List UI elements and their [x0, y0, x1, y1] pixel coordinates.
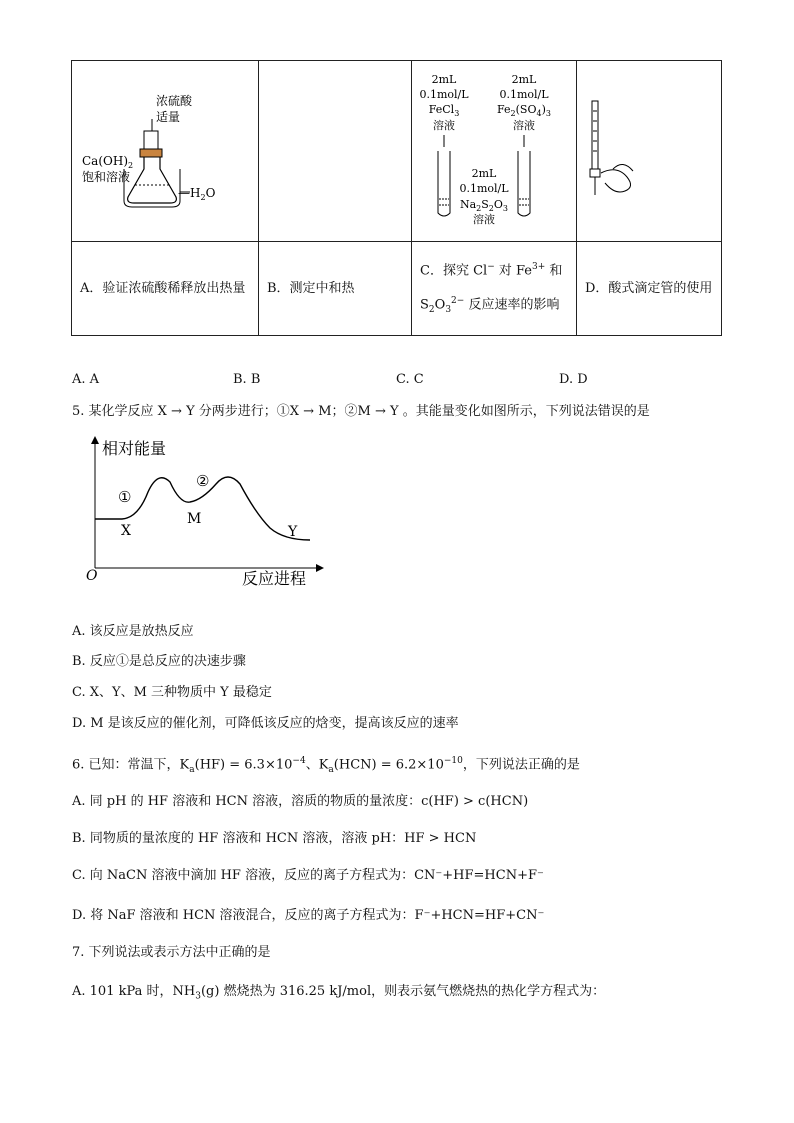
c-left-liquid: [439, 199, 449, 205]
acid-label-1: 浓硫酸: [156, 94, 193, 108]
q4-table: [71, 60, 722, 336]
origin-label: O: [86, 568, 98, 584]
tubes-figure: [412, 61, 576, 237]
y-label: Y: [288, 524, 298, 540]
q6-stem: 6. 已知：常温下，$K_a(HF) = 6.3\times 10^{-4}$、$K_a(HCN) = 6.2\times 10^{-10}$，下列说法正确的是: [72, 756, 580, 775]
c-left-tube: [438, 151, 450, 216]
c-left-1: 2mL: [431, 73, 457, 86]
caoh-label: $Ca(OH)_2$: [82, 154, 134, 170]
cell-b-figure: [259, 61, 412, 242]
x-label: X: [121, 523, 131, 539]
flask: [128, 157, 177, 203]
q5-option-c: C. X、Y、M 三种物质中 Y 最稳定: [72, 685, 272, 700]
cell-a-caption: A．验证浓硫酸稀释放出热量: [72, 242, 259, 336]
c-left-2: 0.1mol/L: [419, 88, 469, 101]
c-mid-4: 溶液: [473, 213, 495, 226]
cell-d-figure: [577, 61, 722, 242]
q6-option-c: C. 向 NaCN 溶液中滴加 HF 溶液，反应的离子方程式为：CN⁻+HF=HCN+F⁻: [72, 868, 544, 883]
q6-option-b: B. 同物质的量浓度的 HF 溶液和 HCN 溶液，溶液 pH：HF > HCN: [72, 831, 477, 846]
q5-option-b: B. 反应①是总反应的决速步骤: [72, 654, 246, 669]
cell-c-figure: [412, 61, 577, 242]
c-mid-1: 2mL: [471, 167, 497, 180]
c-right-liquid: [519, 199, 529, 205]
q5-stem: 5. 某化学反应 X → Y 分两步进行；①X → M；②M → Y 。其能量变化如图所示，下列说法错误的是: [72, 404, 650, 419]
burette-figure: [577, 61, 721, 237]
y-axis-label: 相对能量: [102, 439, 167, 458]
hand: [601, 170, 631, 192]
c-right-1: 2mL: [511, 73, 537, 86]
c-right-3: $Fe_2(SO_4)_3$: [497, 103, 551, 118]
cell-d-caption: D．酸式滴定管的使用: [577, 242, 722, 336]
c-right-tube: [518, 151, 530, 216]
stopper: [140, 149, 162, 157]
c-right-2: 0.1mol/L: [499, 88, 549, 101]
c-left-4: 溶液: [433, 119, 455, 132]
q7-option-a: A. 101 kPa 时，$NH_3(g)$ 燃烧热为 316.25 kJ/mol，则表示氨气燃烧热的热化学方程式为：: [72, 984, 606, 1002]
flask-figure: [72, 61, 258, 237]
q7-stem: 7. 下列说法或表示方法中正确的是: [72, 945, 271, 960]
cell-c-caption: C．探究 Cl− 对 $Fe^{3+}$ 和 $S_2O_3^{2-}$ 反应速率的影响: [412, 242, 577, 336]
c-left-3: FeCl$_3$: [428, 103, 460, 118]
q4-option-b: B. B: [233, 372, 261, 387]
step1-label: ①: [118, 488, 132, 506]
q4-option-d: D. D: [559, 372, 588, 387]
m-label: M: [187, 511, 202, 527]
step2-label: ②: [196, 472, 210, 490]
cell-b-caption: B．测定中和热: [259, 242, 412, 336]
c-mid-3: $Na_2S_2O_3$: [459, 198, 509, 213]
q5-option-a: A. 该反应是放热反应: [72, 624, 194, 639]
q5-option-d: D. M 是该反应的催化剂，可降低该反应的焓变，提高该反应的速率: [72, 716, 459, 731]
acid-label-2: 适量: [156, 110, 181, 124]
q4-option-a: A. A: [72, 372, 100, 387]
q4-option-c: C. C: [396, 372, 424, 387]
energy-diagram: [80, 432, 330, 592]
c-mid-2: 0.1mol/L: [459, 182, 509, 195]
q6-option-a: A. 同 pH 的 HF 溶液和 HCN 溶液，溶质的物质的量浓度：c(HF) > c(HCN): [72, 794, 529, 809]
q6-option-d: D. 将 NaF 溶液和 HCN 溶液混合，反应的离子方程式为：F⁻+HCN=HF+CN⁻: [72, 908, 545, 923]
cell-a-figure: [72, 61, 259, 242]
outer-vessel: [124, 169, 180, 207]
stopcock: [590, 169, 600, 177]
x-axis-label: 反应进程: [242, 569, 307, 588]
c-right-4: 溶液: [513, 119, 535, 132]
sat-label: 饱和溶液: [82, 170, 131, 184]
water-label: $—H_2O$: [178, 186, 216, 202]
